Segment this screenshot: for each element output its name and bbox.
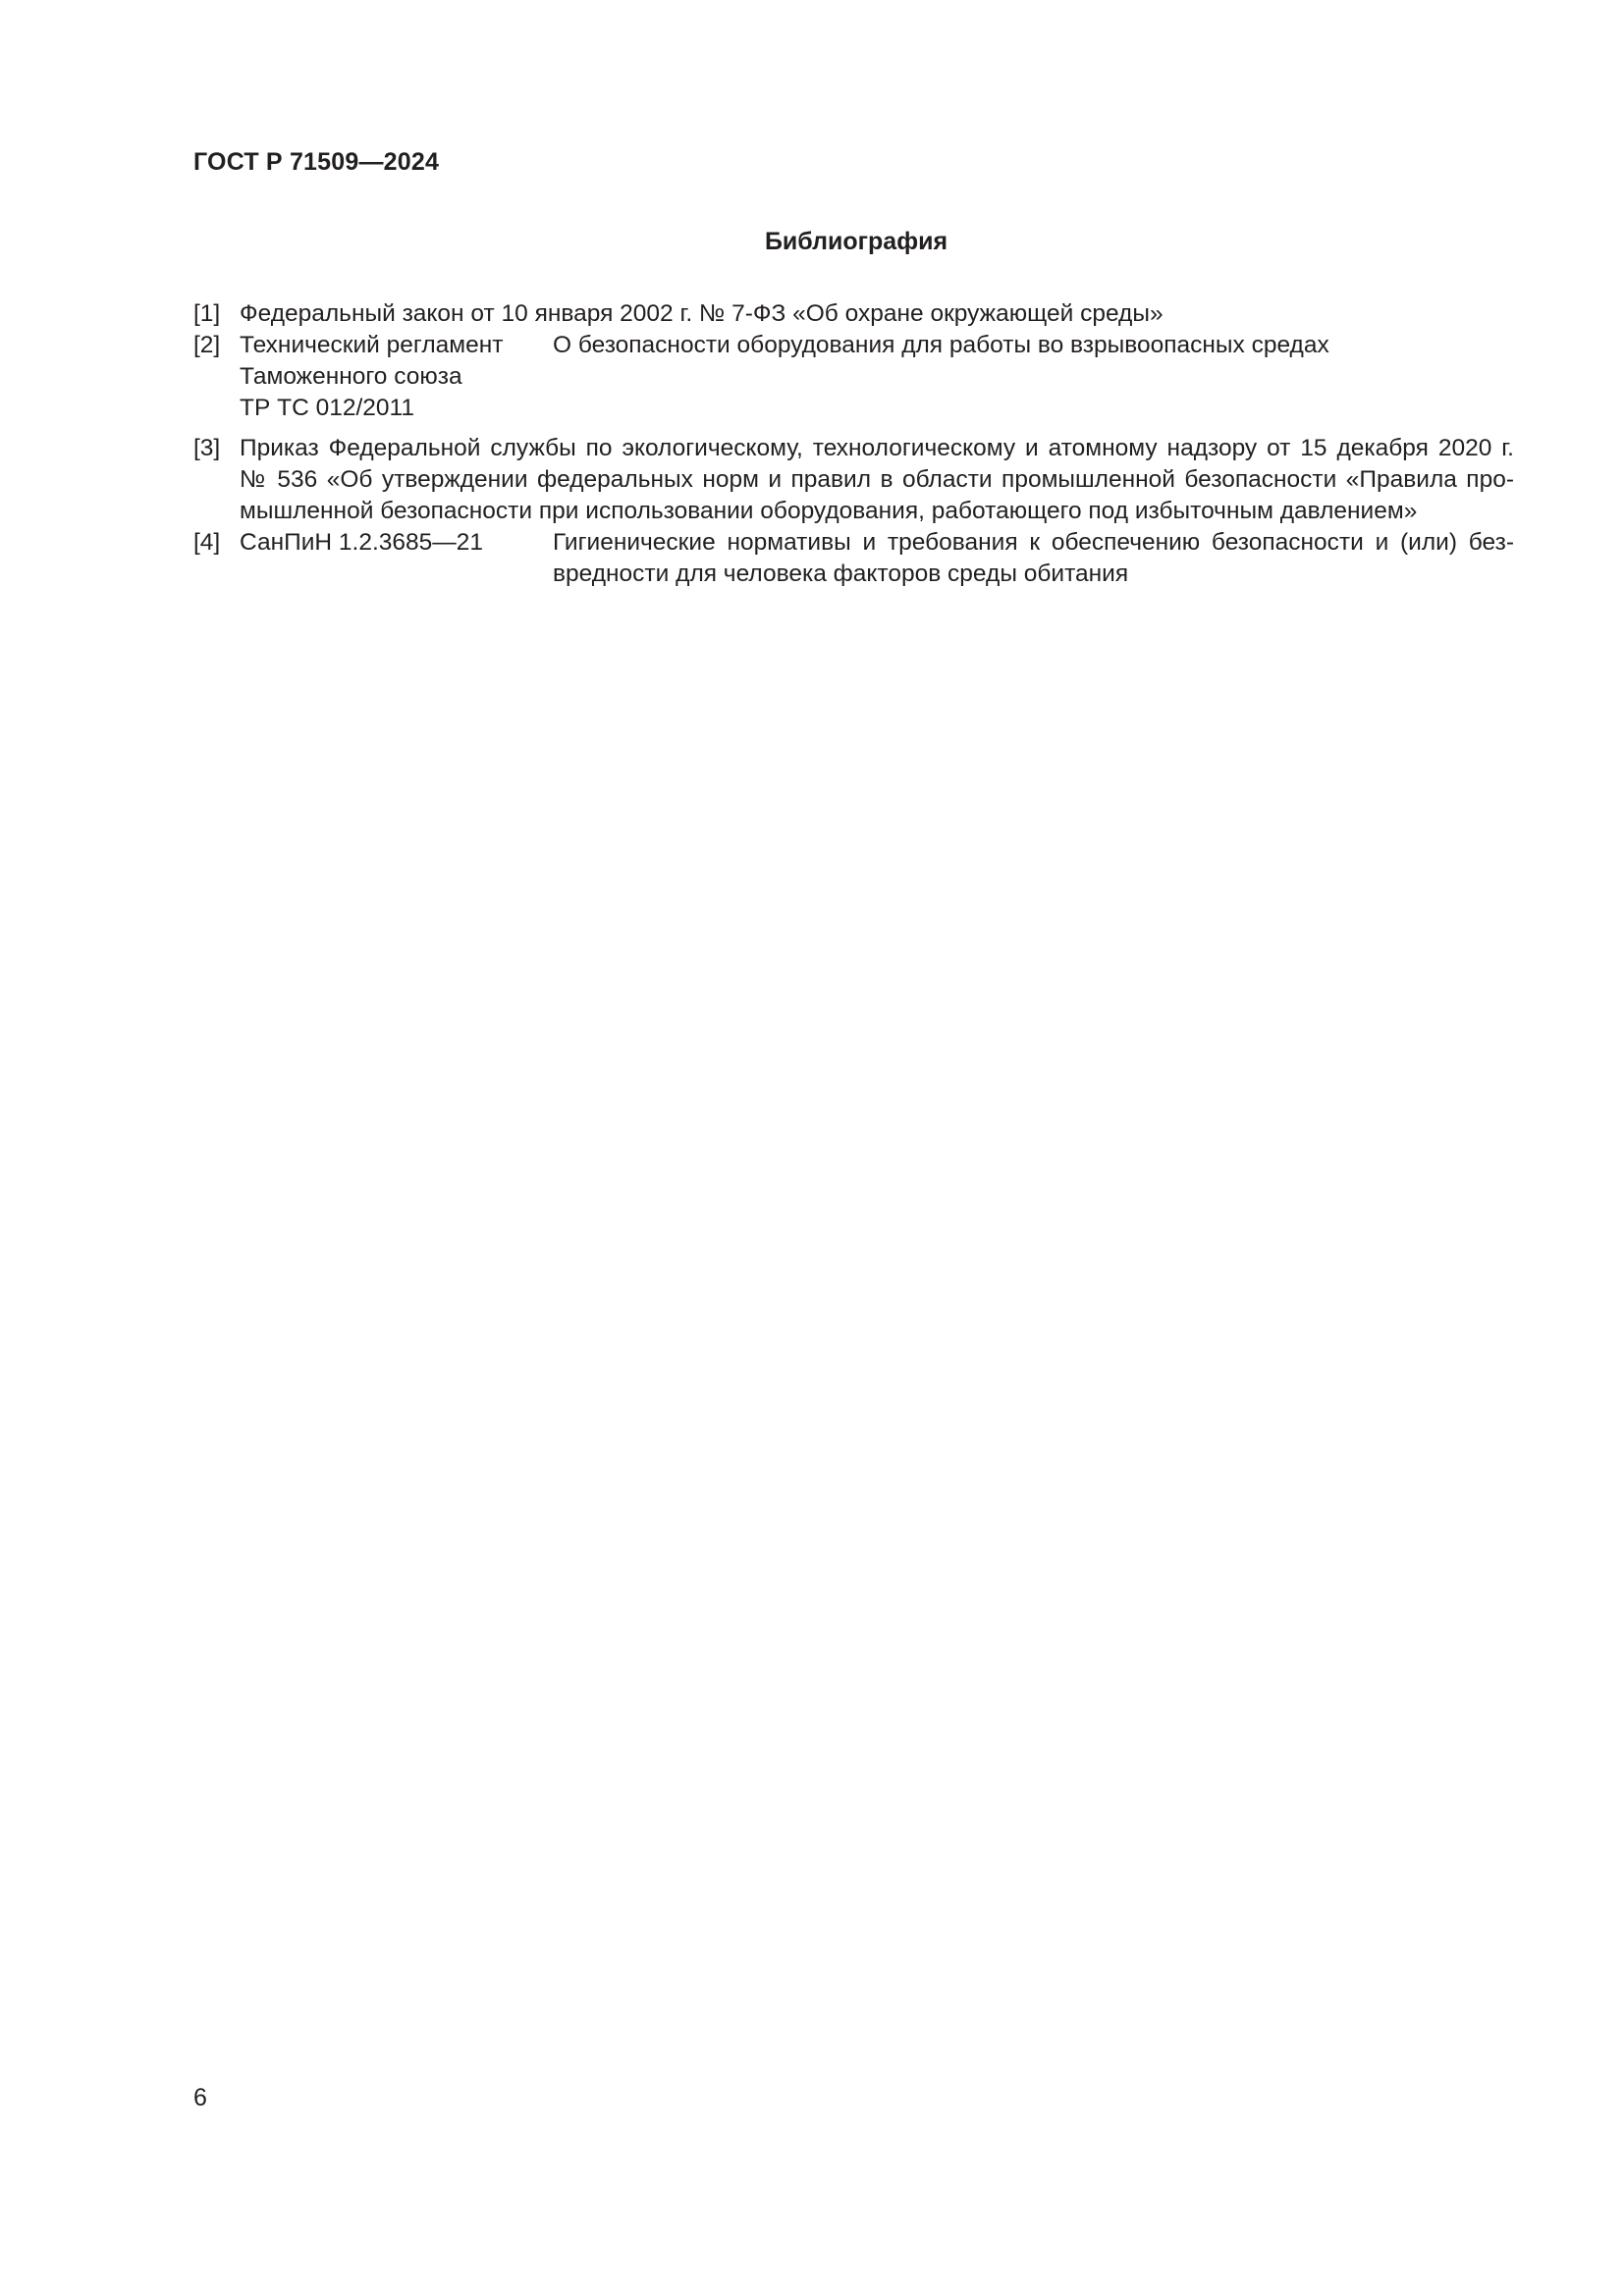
entry-document-line: Технический регламент: [240, 332, 504, 358]
entry-document-designation: [240, 330, 553, 424]
bibliography-entry-3: [193, 433, 1514, 527]
bibliography-list: [193, 298, 1514, 590]
entry-text: [240, 433, 1514, 527]
entry-text: Федеральный закон от 10 января 2002 г. № 7-ФЗ «Об охране окружающей среды»: [240, 300, 1164, 327]
bibliography-entry-4: [193, 527, 1514, 590]
standard-designation: ГОСТ Р 71509—2024: [193, 148, 440, 176]
entry-document-title: О безопасности оборудования для работы во взрывоопасных средах: [553, 332, 1329, 358]
entry-number: [1]: [193, 300, 221, 327]
bibliography-entry-1: [193, 298, 1514, 330]
entry-document-title: [553, 527, 1514, 590]
entry-title-line: вредности для человека факторов среды обитания: [553, 561, 1129, 587]
entry-number: [3]: [193, 435, 221, 461]
entry-text-line: Приказ Федеральной службы по экологическому, технологическому и атомному надзору от 15 декабря 2020 г.: [240, 435, 1514, 461]
page-number: 6: [193, 2084, 207, 2111]
entry-title-line: Гигиенические нормативы и требования к обеспечению безопасности и (или) без-: [553, 529, 1514, 556]
bibliography-entry-2: [193, 330, 1514, 424]
entry-document-line: Таможенного союза: [240, 363, 462, 390]
entry-text-line: № 536 «Об утверждении федеральных норм и правил в области промышленной безопасности «Правила про-: [240, 466, 1514, 493]
bibliography-title: Библиография: [764, 228, 948, 255]
entry-number: [4]: [193, 529, 221, 556]
entry-document-designation: СанПиН 1.2.3685—21: [240, 529, 484, 556]
entry-text-line: мышленной безопасности при использовании оборудования, работающего под избыточным давлением»: [240, 498, 1418, 524]
entry-document-line: ТР ТС 012/2011: [240, 395, 414, 421]
entry-number: [2]: [193, 332, 221, 358]
